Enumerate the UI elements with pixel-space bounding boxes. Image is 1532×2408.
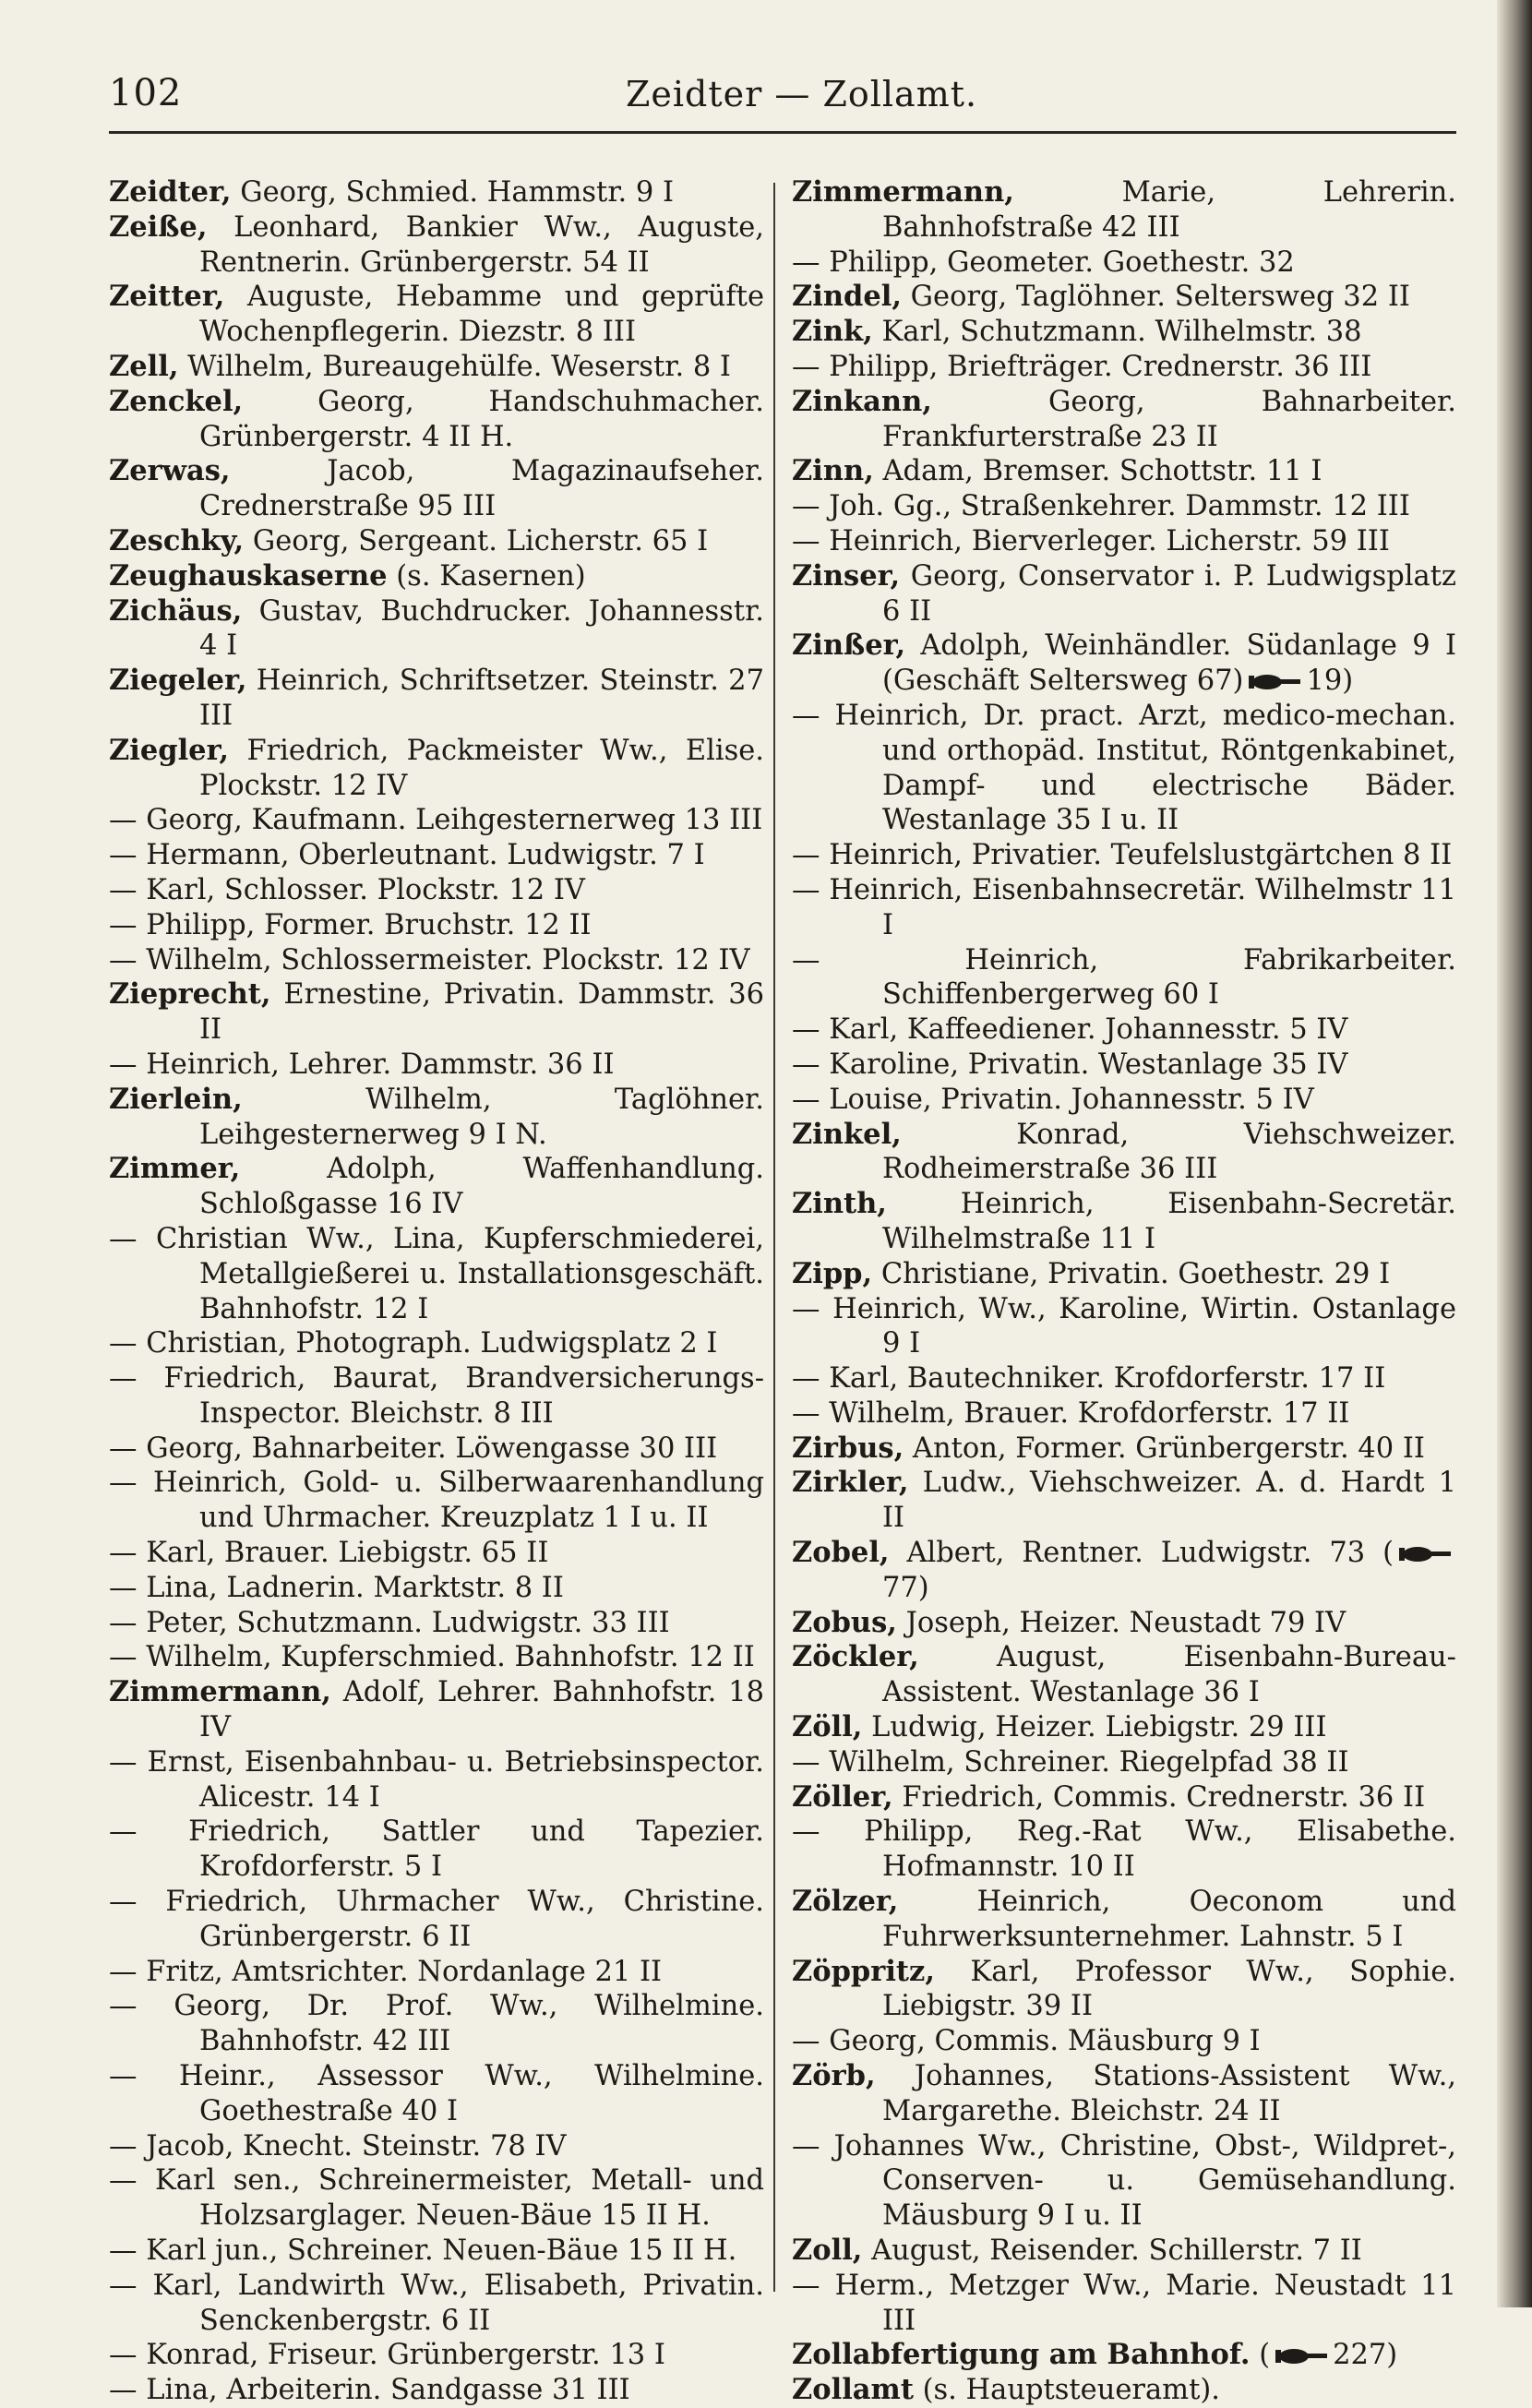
directory-entry [109, 594, 764, 665]
entry-details: Lina, Arbeiterin. Sandgasse 31 III [146, 2374, 630, 2407]
entry-surname: Zeughauskaserne [109, 558, 388, 593]
directory-entry [109, 1640, 764, 1675]
entry-details: Christiane, Privatin. Goethestr. 29 I [880, 1257, 1391, 1290]
directory-entry [109, 977, 764, 1048]
entry-details: Philipp, Former. Bruchstr. 12 II [146, 908, 592, 941]
entry-surname: Zöckler, [792, 1640, 919, 1674]
repeat-dash: — [792, 873, 820, 906]
entry-details: Karl, Kaffeediener. Johannesstr. 5 IV [829, 1013, 1348, 1047]
directory-entry [109, 1571, 764, 1606]
entry-details: Auguste, Hebamme und geprüfte Wochenpflegerin. Diezstr. 8 III [199, 281, 764, 349]
entry-details: Karl, Landwirth Ww., Elisabeth, Privatin. Senckenbergstr. 6 II [152, 2269, 764, 2337]
directory-entry [792, 1012, 1456, 1048]
directory-entry [109, 664, 764, 734]
directory-entry [792, 1396, 1456, 1432]
entry-details: Wilhelm, Schreiner. Riegelpfad 38 II [829, 1745, 1349, 1779]
repeat-dash: — [109, 804, 138, 837]
entry-details: Karl sen., Schreinermeister, Metall- und Holzsarglager. Neuen-Bäue 15 II H. [154, 2164, 764, 2233]
entry-surname: Zinßer, [792, 629, 906, 663]
directory-entry [109, 1606, 764, 1641]
entry-surname: Zinn, [792, 454, 874, 488]
entry-details: Friedrich, Sattler und Tapezier. Krofdorferstr. 5 I [188, 1815, 764, 1884]
entry-details: Ernst, Eisenbahnbau- u. Betriebsinspector. Alicestr. 14 I [147, 1745, 765, 1814]
directory-entry [792, 2269, 1456, 2339]
entry-details: Philipp, Geometer. Goethestr. 32 [829, 246, 1295, 279]
directory-entry [109, 1675, 764, 1745]
entry-details: Joh. Gg., Straßenkehrer. Dammstr. 12 III [829, 490, 1410, 523]
directory-entry [792, 699, 1456, 838]
entry-details: Karl jun., Schreiner. Neuen-Bäue 15 II H. [146, 2234, 737, 2268]
entry-details: Peter, Schutzmann. Ludwigstr. 33 III [146, 1606, 670, 1639]
repeat-dash: — [792, 524, 820, 557]
repeat-dash: — [109, 1571, 138, 1604]
entry-surname: Zeiße, [109, 210, 208, 244]
directory-entry [792, 1048, 1456, 1083]
entry-details: Jacob, Magazinaufseher. Crednerstraße 95 III [199, 455, 764, 523]
repeat-dash: — [792, 839, 820, 872]
entry-surname: Zörb, [792, 2059, 876, 2093]
entry-details: Friedrich, Baurat, Brandversicherungs-Inspector. Bleichstr. 8 III [163, 1362, 764, 1430]
entry-details: Albert, Rentner. Ludwigstr. 73 ( [906, 1537, 1394, 1570]
repeat-dash: — [109, 2129, 138, 2162]
telephone-hand-icon [1247, 672, 1302, 692]
book-spine-shadow [1497, 0, 1532, 2307]
entry-details: Georg, Schmied. Hammstr. 9 I [240, 176, 675, 209]
directory-entry [792, 1257, 1456, 1292]
entry-surname: Zinkann, [792, 384, 932, 418]
entry-surname: Ziegeler, [109, 664, 247, 698]
repeat-dash: — [792, 2129, 820, 2162]
directory-entry [109, 2059, 764, 2129]
entry-surname: Zöller, [792, 1779, 893, 1814]
entry-details: Georg, Bahnarbeiter. Löwengasse 30 III [146, 1432, 718, 1465]
entry-details: Joseph, Heizer. Neustadt 79 IV [905, 1606, 1346, 1639]
right-column [792, 175, 1456, 2408]
entry-details: Georg, Sergeant. Licherstr. 65 I [252, 524, 709, 557]
entry-details: Wilhelm, Taglöhner. Leihgesternerweg 9 I N. [199, 1083, 764, 1151]
entry-details: Ernestine, Privatin. Dammstr. 36 II [199, 978, 764, 1047]
directory-entry [109, 1989, 764, 2059]
directory-entry [792, 2129, 1456, 2234]
directory-entry [792, 1292, 1456, 1362]
entry-details: Wilhelm, Bureaugehülfe. Weserstr. 8 I [187, 350, 731, 383]
repeat-dash: — [109, 1815, 138, 1849]
directory-entry [109, 873, 764, 908]
entry-details: Ludw., Viehschweizer. A. d. Hardt 1 II [882, 1467, 1456, 1535]
directory-entry [792, 246, 1456, 281]
entry-surname: Zindel, [792, 280, 902, 314]
entry-details: August, Eisenbahn-Bureau-Assistent. Westanlage 36 I [882, 1641, 1456, 1709]
entry-details: Wilhelm, Kupferschmied. Bahnhofstr. 12 II [146, 1641, 755, 1674]
directory-entry [109, 559, 764, 594]
entry-surname: Zimmermann, [109, 1675, 331, 1709]
directory-entry [792, 1955, 1456, 2025]
entry-details: Karl, Bautechniker. Krofdorferstr. 17 II [829, 1362, 1386, 1396]
directory-entry [109, 1745, 764, 1815]
entry-details: Heinrich, Schriftsetzer. Steinstr. 27 III [199, 665, 764, 732]
directory-entry [792, 1780, 1456, 1815]
directory-entry [109, 2338, 764, 2373]
directory-entry [109, 175, 764, 210]
directory-entry [792, 1083, 1456, 1118]
entry-surname: Zollamt [792, 2373, 914, 2407]
directory-entry [792, 2059, 1456, 2129]
entry-details: Friedrich, Commis. Crednerstr. 36 II [902, 1780, 1426, 1814]
repeat-dash: — [109, 1222, 138, 1255]
directory-entry [109, 2129, 764, 2164]
page-number: 102 [109, 72, 183, 114]
entry-details: Georg, Dr. Prof. Ww., Wilhelmine. Bahnhofstr. 42 III [174, 1990, 764, 2058]
left-column [109, 175, 764, 2408]
repeat-dash: — [109, 2234, 138, 2268]
directory-entry [109, 943, 764, 978]
repeat-dash: — [792, 1083, 820, 1116]
entry-surname: Zöll, [792, 1710, 863, 1744]
entry-details: Heinrich, Gold- u. Silberwaarenhandlung und Uhrmacher. Kreuzplatz 1 I u. II [153, 1467, 764, 1535]
directory-entry [792, 2373, 1456, 2408]
repeat-dash: — [792, 1396, 820, 1430]
directory-entry [109, 524, 764, 559]
entry-details: Heinrich, Oeconom und Fuhrwerksunternehmer. Lahnstr. 5 I [882, 1886, 1456, 1953]
entry-surname: Ziegler, [109, 733, 230, 767]
entry-details: Heinrich, Bierverleger. Licherstr. 59 III [829, 524, 1390, 557]
entry-surname: Zirbus, [792, 1431, 904, 1465]
entry-details: Heinrich, Dr. pract. Arzt, medico-mechan. und orthopäd. Institut, Röntgenkabinet, Dampf- und electrische Bäder. Westanlage 35 I u. II [834, 699, 1456, 837]
repeat-dash: — [109, 1467, 138, 1500]
telephone-number: 77) [882, 1571, 929, 1604]
entry-surname: Zeschky, [109, 523, 245, 557]
repeat-dash: — [792, 490, 820, 523]
column-divider [773, 183, 775, 2292]
entry-details: Georg, Conservator i. P. Ludwigsplatz 6 II [882, 559, 1457, 628]
entry-surname: Zerwas, [109, 454, 231, 488]
entry-details: (s. Hauptsteueramt). [922, 2374, 1220, 2407]
directory-entry [792, 1466, 1456, 1536]
directory-entry [109, 1432, 764, 1467]
entry-details: Louise, Privatin. Johannesstr. 5 IV [829, 1083, 1314, 1116]
entry-details: Heinrich, Eisenbahnsecretär. Wilhelmstr 11 I [829, 873, 1456, 941]
entry-surname: Zinser, [792, 558, 901, 593]
repeat-dash: — [792, 1013, 820, 1047]
entry-details: Ludwig, Heizer. Liebigstr. 29 III [871, 1711, 1327, 1744]
directory-entry [792, 315, 1456, 350]
entry-details: ( [1259, 2339, 1271, 2372]
entry-details: Adolph, Waffenhandlung. Schloßgasse 16 IV [199, 1153, 764, 1221]
repeat-dash: — [109, 1990, 138, 2023]
entry-surname: Zinkel, [792, 1117, 902, 1151]
entry-details: Adam, Bremser. Schottstr. 11 I [882, 455, 1323, 488]
repeat-dash: — [109, 1327, 138, 1360]
repeat-dash: — [109, 2060, 138, 2093]
directory-entry [792, 629, 1456, 699]
entry-details: Georg, Handschuhmacher. Grünbergerstr. 4 II H. [199, 385, 764, 453]
repeat-dash: — [792, 1048, 820, 1081]
directory-entry [792, 489, 1456, 524]
directory-entry [109, 1955, 764, 1990]
directory-entry [109, 350, 764, 385]
repeat-dash: — [109, 943, 138, 976]
directory-entry [792, 873, 1456, 943]
directory-entry [109, 280, 764, 350]
directory-entry [792, 175, 1456, 246]
entry-details: Georg, Bahnarbeiter. Frankfurterstraße 23 II [882, 385, 1456, 453]
directory-entry [109, 908, 764, 943]
repeat-dash: — [792, 943, 820, 976]
entry-details: Leonhard, Bankier Ww., Auguste, Rentnerin. Grünbergerstr. 54 II [199, 210, 764, 279]
entry-surname: Zink, [792, 315, 873, 349]
entry-details: Herm., Metzger Ww., Marie. Neustadt 11 III [834, 2269, 1456, 2337]
directory-entry [792, 1710, 1456, 1745]
repeat-dash: — [792, 350, 820, 383]
directory-entry [792, 1606, 1456, 1641]
directory-entry [792, 943, 1456, 1013]
repeat-dash: — [792, 2025, 820, 2058]
entry-surname: Zenckel, [109, 384, 244, 418]
entry-surname: Zöppritz, [792, 1954, 935, 1988]
directory-entry [109, 1048, 764, 1083]
directory-entry [792, 280, 1456, 315]
directory-entry [109, 2269, 764, 2339]
entry-surname: Zimmermann, [792, 175, 1014, 209]
entry-surname: Zichäus, [109, 593, 243, 628]
repeat-dash: — [109, 1048, 138, 1081]
header-rule [109, 131, 1456, 134]
directory-entry [792, 2234, 1456, 2269]
directory-entry [109, 1885, 764, 1955]
repeat-dash: — [792, 246, 820, 279]
telephone-hand-icon [1397, 1544, 1453, 1564]
entry-surname: Zieprecht, [109, 977, 271, 1012]
directory-entry [109, 1361, 764, 1432]
repeat-dash: — [109, 1606, 138, 1639]
repeat-dash: — [109, 1432, 138, 1465]
directory-entry [109, 2163, 764, 2234]
directory-entry [792, 350, 1456, 385]
repeat-dash: — [792, 699, 820, 732]
entry-details: Heinrich, Lehrer. Dammstr. 36 II [146, 1048, 615, 1081]
entry-surname: Zobus, [792, 1605, 897, 1639]
directory-entry [792, 1536, 1456, 1606]
directory-entry [109, 1326, 764, 1361]
directory-entry [109, 1815, 764, 1885]
entry-surname: Zeidter, [109, 175, 232, 209]
directory-entry [792, 2338, 1456, 2373]
repeat-dash: — [792, 2269, 820, 2302]
entry-details: Marie, Lehrerin. Bahnhofstraße 42 III [882, 176, 1456, 244]
entry-details: Wilhelm, Brauer. Krofdorferstr. 17 II [829, 1396, 1350, 1430]
repeat-dash: — [109, 2164, 138, 2198]
entry-details: Wilhelm, Schlossermeister. Plockstr. 12 IV [146, 943, 750, 976]
repeat-dash: — [792, 1745, 820, 1779]
entry-details: Lina, Ladnerin. Marktstr. 8 II [146, 1571, 564, 1604]
directory-entry [109, 1222, 764, 1326]
entry-details: (s. Kasernen) [396, 559, 586, 593]
repeat-dash: — [109, 1955, 138, 1988]
directory-entry [792, 2024, 1456, 2059]
directory-entry [109, 803, 764, 838]
repeat-dash: — [109, 1537, 138, 1570]
directory-entry [792, 1361, 1456, 1396]
entry-details: Konrad, Viehschweizer. Rodheimerstraße 36 III [882, 1118, 1456, 1186]
entry-details: Philipp, Reg.-Rat Ww., Elisabethe. Hofmannstr. 10 II [864, 1815, 1456, 1884]
directory-entry [109, 454, 764, 524]
directory-entry [792, 1745, 1456, 1780]
entry-details: Jacob, Knecht. Steinstr. 78 IV [146, 2129, 567, 2162]
entry-details: Georg, Kaufmann. Leihgesternerweg 13 III [146, 804, 763, 837]
repeat-dash: — [109, 1745, 138, 1779]
entry-details: Konrad, Friseur. Grünbergerstr. 13 I [146, 2339, 665, 2372]
entry-details: Anton, Former. Grünbergerstr. 40 II [912, 1432, 1425, 1465]
entry-details: Heinrich, Privatier. Teufelslustgärtchen 8 II [829, 839, 1453, 872]
entry-surname: Zölzer, [792, 1885, 899, 1919]
entry-surname: Zell, [109, 349, 179, 383]
directory-entry [109, 838, 764, 873]
directory-entry [109, 385, 764, 455]
entry-surname: Zoll, [792, 2234, 863, 2268]
directory-entry [109, 210, 764, 281]
directory-entry [792, 1885, 1456, 1955]
entry-details: Adolf, Lehrer. Bahnhofstr. 18 IV [199, 1676, 764, 1744]
page-header [109, 72, 1438, 133]
entry-surname: Zollabfertigung am Bahnhof. [792, 2338, 1251, 2372]
entry-surname: Zobel, [792, 1536, 890, 1570]
entry-details: Friedrich, Uhrmacher Ww., Christine. Grünbergerstr. 6 II [165, 1886, 764, 1953]
directory-entry [109, 1536, 764, 1571]
directory-entry [792, 524, 1456, 559]
entry-details: Karl, Schlosser. Plockstr. 12 IV [146, 873, 585, 906]
repeat-dash: — [109, 2339, 138, 2372]
entry-details: Philipp, Briefträger. Crednerstr. 36 III [829, 350, 1372, 383]
telephone-hand-icon [1274, 2346, 1329, 2366]
entry-details: Karl, Professor Ww., Sophie. Liebigstr. 39 II [882, 1955, 1456, 2023]
entry-surname: Zinth, [792, 1187, 887, 1221]
entry-details: Karoline, Privatin. Westanlage 35 IV [829, 1048, 1348, 1081]
entry-details: Christian Ww., Lina, Kupferschmiederei, Metallgießerei u. Installationsgeschäft. Bahnhofstr. 12 I [156, 1222, 764, 1325]
directory-entry [109, 734, 764, 804]
directory-entry [792, 454, 1456, 489]
directory-entry [109, 1083, 764, 1153]
directory-entry [792, 838, 1456, 873]
entry-details: Heinrich, Eisenbahn-Secretär. Wilhelmstraße 11 I [882, 1188, 1456, 1255]
directory-entry [792, 1432, 1456, 1467]
entry-surname: Zierlein, [109, 1082, 243, 1116]
telephone-number: 227) [1333, 2339, 1398, 2372]
directory-entry [792, 1118, 1456, 1188]
directory-entry [109, 1466, 764, 1536]
repeat-dash: — [109, 908, 138, 941]
directory-entry [792, 559, 1456, 629]
repeat-dash: — [109, 839, 138, 872]
directory-entry [792, 1640, 1456, 1710]
directory-entry [792, 385, 1456, 455]
repeat-dash: — [109, 1362, 138, 1396]
repeat-dash: — [109, 2374, 138, 2407]
entry-surname: Zimmer, [109, 1152, 241, 1186]
entry-details: Georg, Commis. Mäusburg 9 I [829, 2025, 1261, 2058]
repeat-dash: — [109, 1886, 138, 1919]
entry-details: Heinr., Assessor Ww., Wilhelmine. Goethestraße 40 I [179, 2060, 764, 2127]
entry-surname: Zirkler, [792, 1466, 909, 1500]
repeat-dash: — [109, 1641, 138, 1674]
repeat-dash: — [792, 1815, 820, 1849]
entry-details: Gustav, Buchdrucker. Johannesstr. 4 I [199, 594, 764, 663]
directory-entry [792, 1815, 1456, 1885]
entry-details: Heinrich, Fabrikarbeiter. Schiffenbergerweg 60 I [882, 943, 1456, 1012]
directory-entry [109, 2373, 764, 2408]
entry-details: Hermann, Oberleutnant. Ludwigstr. 7 I [146, 839, 705, 872]
entry-details: Karl, Brauer. Liebigstr. 65 II [146, 1537, 549, 1570]
entry-details: Karl, Schutzmann. Wilhelmstr. 38 [881, 316, 1362, 349]
entry-details: Johannes, Stations-Assistent Ww., Margarethe. Bleichstr. 24 II [882, 2060, 1456, 2127]
repeat-dash: — [109, 2269, 138, 2302]
directory-entry [109, 2234, 764, 2269]
entry-details: Georg, Taglöhner. Seltersweg 32 II [910, 281, 1410, 314]
entry-details: Heinrich, Ww., Karoline, Wirtin. Ostanlage 9 I [832, 1292, 1456, 1360]
entry-details: Johannes Ww., Christine, Obst-, Wildpret-, Conserven- u. Gemüsehandlung. Mäusburg 9 I u. II [833, 2129, 1456, 2233]
directory-entry [792, 1187, 1456, 1257]
repeat-dash: — [792, 1362, 820, 1396]
entry-surname: Zeitter, [109, 280, 225, 314]
repeat-dash: — [109, 873, 138, 906]
repeat-dash: — [792, 1292, 820, 1325]
entry-details: Christian, Photograph. Ludwigsplatz 2 I [146, 1327, 718, 1360]
telephone-number: 19) [1306, 665, 1354, 698]
entry-details: Adolph, Weinhändler. Südanlage 9 I (Geschäft Seltersweg 67) [882, 629, 1457, 698]
entry-surname: Zipp, [792, 1256, 873, 1290]
entry-details: August, Reisender. Schillerstr. 7 II [871, 2234, 1362, 2268]
entry-details: Friedrich, Packmeister Ww., Elise. Plockstr. 12 IV [199, 734, 764, 802]
entry-details: Fritz, Amtsrichter. Nordanlage 21 II [146, 1955, 663, 1988]
running-title: Zeidter — Zollamt. [626, 74, 978, 114]
directory-entry [109, 1152, 764, 1222]
